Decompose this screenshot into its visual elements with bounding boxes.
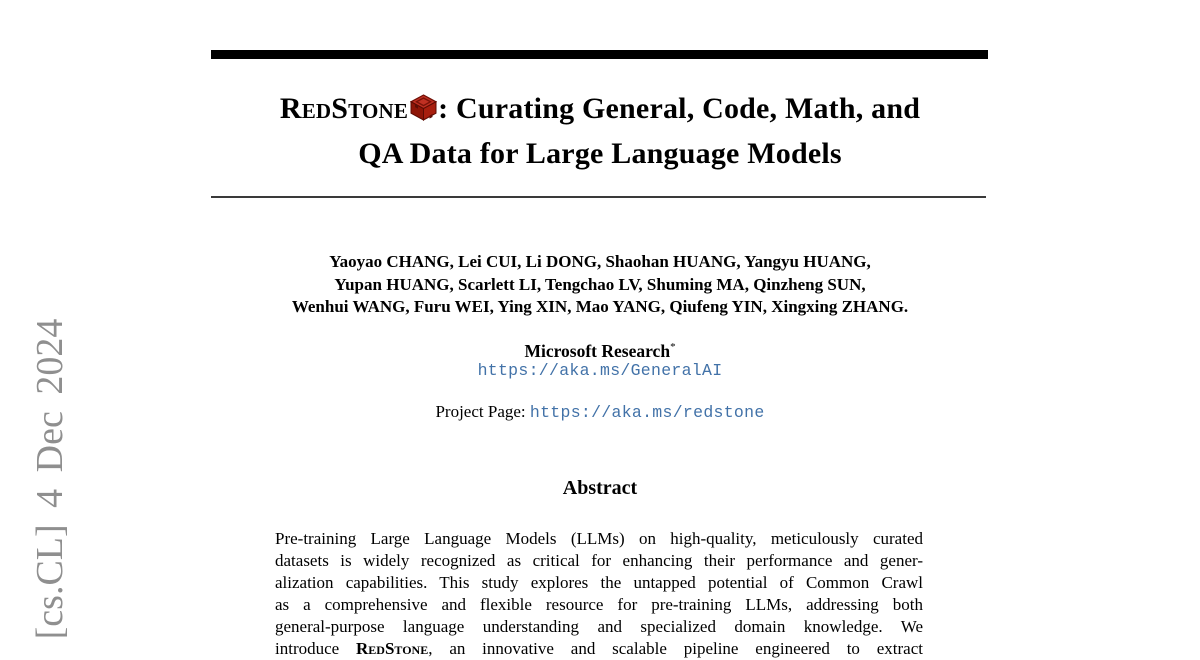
author-list (0, 251, 1200, 319)
affiliation-url-line (0, 360, 1200, 382)
abstract-line: as a comprehensive and flexible resource for pre-training LLMs, addressing both (275, 595, 923, 614)
footnote-marker: * (670, 341, 676, 353)
author-line: Wenhui WANG, Furu WEI, Ying XIN, Mao YANG, Qiufeng YIN, Xingxing ZHANG. (291, 297, 909, 316)
abstract-line: Pre-training Large Language Models (LLMs) on high-quality, meticulously curated (275, 529, 923, 548)
project-page-label: Project Page: (435, 402, 530, 421)
abstract-line: datasets is widely recognized as critical for enhancing their performance and gener- (275, 551, 923, 570)
redstone-cube-icon (410, 95, 437, 128)
title-line-1-rest: : Curating General, Code, Math, and (438, 92, 921, 125)
generalai-link[interactable]: https://aka.ms/GeneralAI (477, 361, 723, 380)
project-page-line (0, 401, 1200, 424)
affiliation (0, 337, 1200, 362)
author-line: Yupan HUANG, Scarlett LI, Tengchao LV, Shuming MA, Qinzheng SUN, (334, 274, 866, 294)
paper-title (0, 88, 1200, 175)
abstract-heading: Abstract (562, 477, 638, 499)
author-line: Yaoyao CHANG, Lei CUI, Li DONG, Shaohan HUANG, Yangyu HUANG, (329, 252, 871, 271)
abstract-line: general-purpose language understanding and specialized domain knowledge. We (275, 617, 923, 636)
title-brand-redstone: RedStone (279, 92, 409, 125)
title-line-2: QA Data for Large Language Models (358, 137, 842, 170)
title-line-1 (280, 92, 920, 125)
abstract-line-cut-after: , an innovative and scalable pipeline engineered to extract (428, 639, 923, 658)
affiliation-name: Microsoft Research (524, 340, 671, 361)
abstract-line-cut (275, 638, 923, 660)
abstract-brand-redstone: RedStone (356, 639, 429, 658)
abstract-line-cut-before: introduce (275, 639, 357, 658)
arxiv-stamp: [cs.CL] 4 Dec 2024 (29, 318, 71, 640)
title-rule (211, 196, 986, 198)
top-rule (211, 50, 988, 59)
abstract-line: alization capabilities. This study explores the untapped potential of Common Crawl (275, 573, 923, 592)
abstract-text (275, 528, 923, 660)
redstone-project-link[interactable]: https://aka.ms/redstone (529, 403, 765, 422)
